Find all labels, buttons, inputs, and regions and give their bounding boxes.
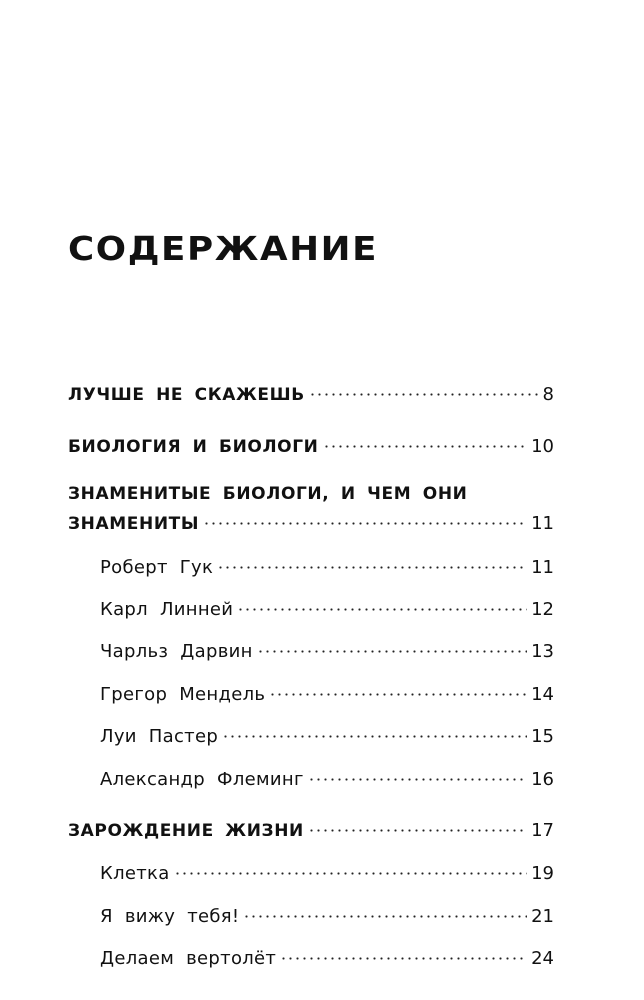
dot-leader: [269, 676, 527, 699]
dot-leader: [257, 634, 527, 657]
toc-entry-label: ЗНАМЕНИТЫ: [68, 514, 200, 535]
toc-entry-section[interactable]: [68, 592, 554, 622]
toc-page-number: 13: [531, 641, 554, 663]
dot-leader: [280, 941, 527, 964]
page-title: СОДЕРЖАНИЕ: [68, 229, 379, 268]
toc-entry-section[interactable]: [68, 634, 554, 664]
toc-entry-label: ЗАРОЖДЕНИЕ ЖИЗНИ: [68, 820, 304, 841]
dot-leader: [308, 814, 527, 836]
toc-entry-chapter[interactable]: [68, 430, 554, 460]
dot-leader: [309, 378, 539, 400]
dot-leader: [174, 856, 528, 879]
table-of-contents: [68, 378, 554, 971]
toc-page-number: 11: [531, 556, 554, 578]
toc-entry-label: Роберт Гук: [100, 556, 214, 578]
toc-entry-label: Грегор Мендель: [100, 683, 266, 705]
toc-entry-label: Делаем вертолёт: [100, 947, 277, 969]
toc-page-number: 19: [531, 863, 554, 885]
toc-page-number: 15: [531, 726, 554, 748]
dot-leader: [203, 507, 527, 529]
toc-entry-section[interactable]: [68, 549, 554, 579]
toc-page-number: 12: [531, 599, 554, 621]
toc-page-number: 8: [542, 384, 554, 406]
toc-entry-section[interactable]: [68, 856, 554, 886]
dot-leader: [237, 592, 527, 615]
toc-entry-label: Чарльз Дарвин: [100, 641, 253, 663]
toc-page-number: 17: [531, 819, 554, 841]
toc-entry-label: БИОЛОГИЯ И БИОЛОГИ: [68, 437, 319, 458]
toc-entry-section[interactable]: [68, 898, 554, 928]
toc-entry-label: Луи Пастер: [100, 726, 219, 748]
dot-leader: [217, 549, 527, 572]
toc-page-number: 16: [531, 768, 554, 790]
toc-page-number: 11: [531, 513, 554, 535]
dot-leader: [243, 898, 527, 921]
toc-page-number: 10: [531, 436, 554, 458]
toc-entry-section[interactable]: [68, 676, 554, 706]
toc-entry-label: Александр Флеминг: [100, 768, 304, 790]
toc-page-number: 24: [531, 947, 554, 969]
toc-entry-chapter[interactable]: [68, 378, 554, 408]
toc-page-number: 21: [531, 905, 554, 927]
toc-entry-label: Карл Линней: [100, 599, 234, 621]
toc-entry-section[interactable]: [68, 719, 554, 749]
toc-entry-label: ЛУЧШЕ НЕ СКАЖЕШЬ: [68, 385, 305, 406]
dot-leader: [323, 430, 528, 452]
toc-entry-label: Я вижу тебя!: [100, 905, 240, 927]
toc-page-number: 14: [531, 683, 554, 705]
dot-leader: [308, 761, 527, 784]
toc-entry-section[interactable]: [68, 761, 554, 791]
toc-entry-section[interactable]: [68, 941, 554, 971]
toc-entry-label-line1: ЗНАМЕНИТЫЕ БИОЛОГИ, И ЧЕМ ОНИ: [68, 484, 468, 505]
toc-entry-chapter[interactable]: [68, 482, 554, 537]
toc-entry-label: Клетка: [100, 863, 170, 885]
toc-entry-chapter[interactable]: [68, 814, 554, 844]
dot-leader: [222, 719, 527, 742]
